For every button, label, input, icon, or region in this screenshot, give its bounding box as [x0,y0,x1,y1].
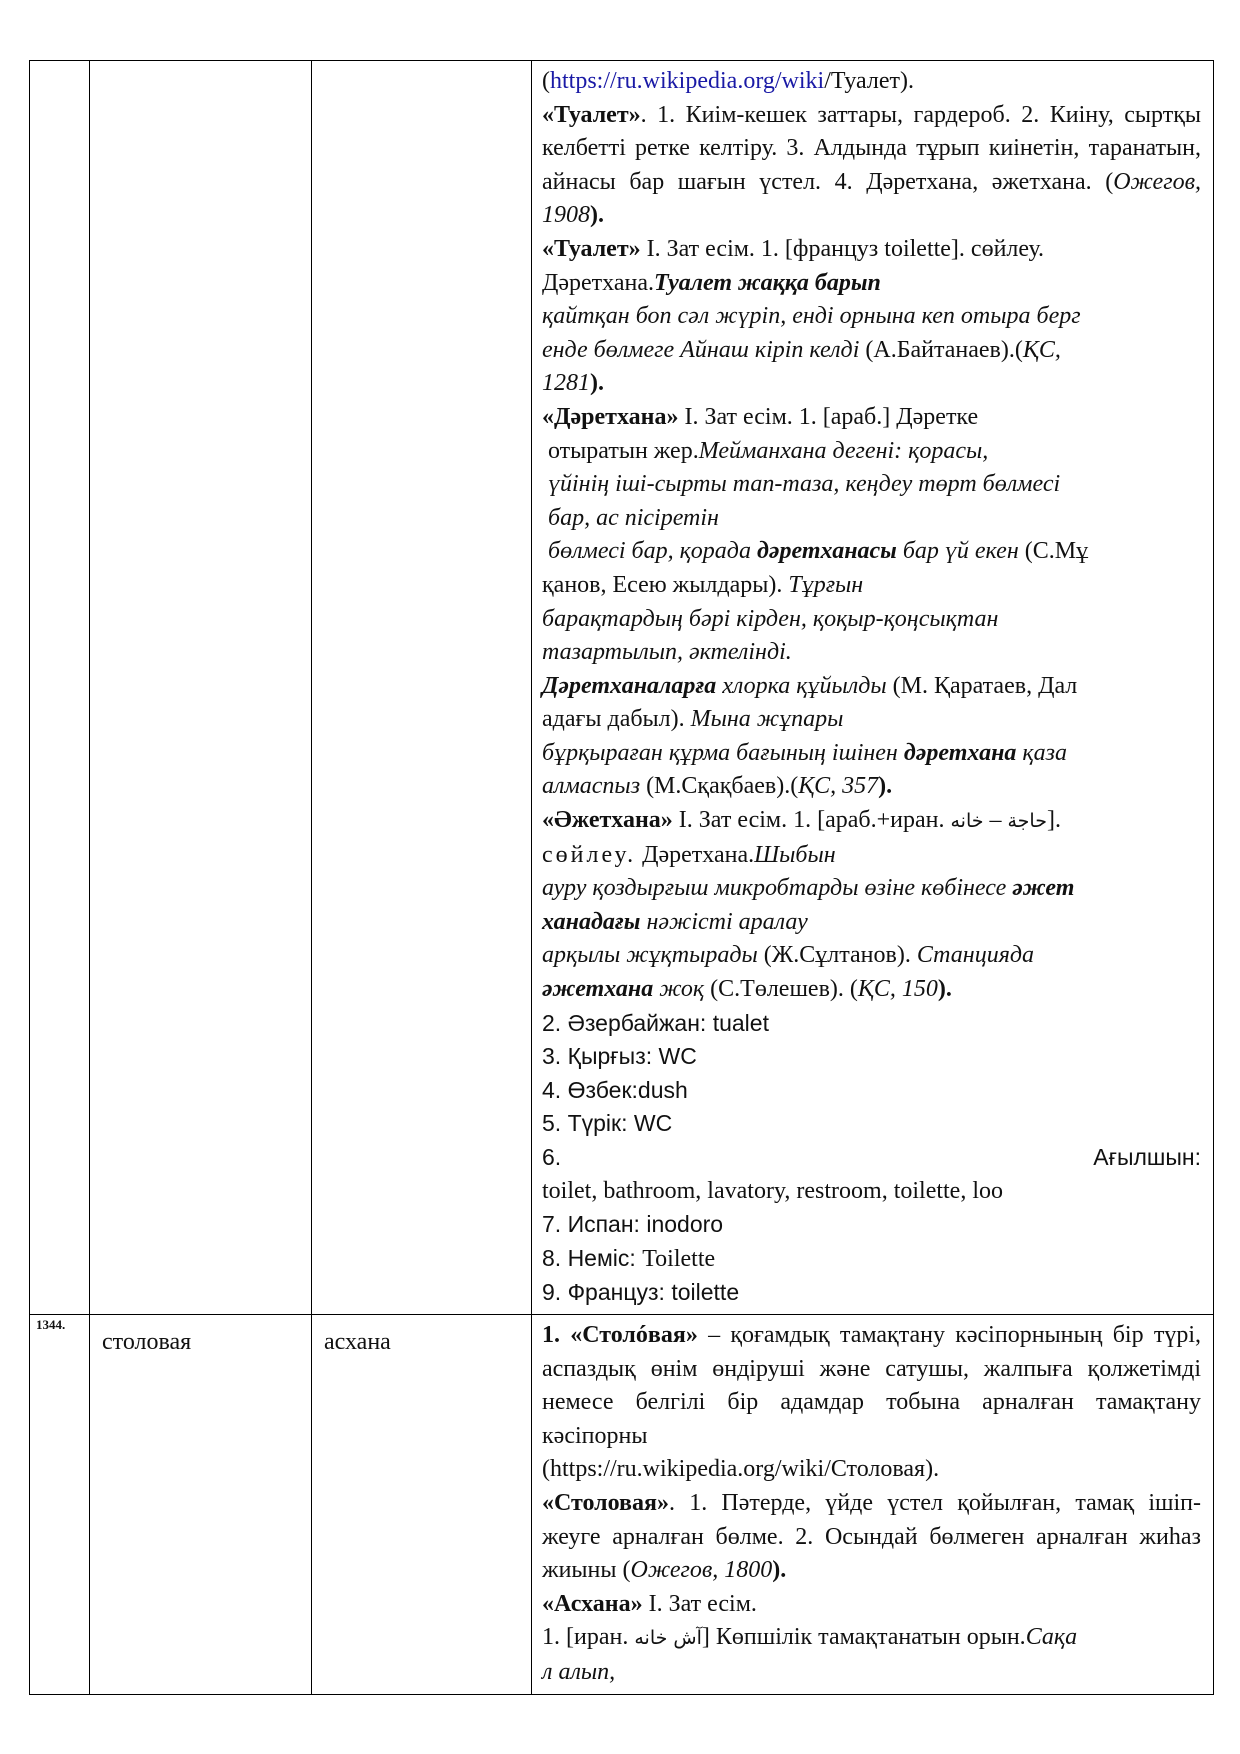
list-item: 7. Испан: inodoro [542,1211,724,1238]
list-item: 2. Әзербайжан: tualet [542,1009,769,1036]
ozhegov-definition: «Туалет». 1. Киім-кешек заттары, гардероб. 2. Киіну, сыртқы келбетті ретке келтіру. 3. Алдында тұрып киінетін, таранатын, айнасы бар шағын үстел. 4. Дәретхана, әжетхана. (Ожегов, 1908). [542,101,1201,229]
list-item: 5. Түрік: WC [542,1110,673,1137]
russian-word-cell [90,61,312,1315]
list-item: 8. Неміс: Toilette [542,1244,716,1272]
entry-number-cell: 1344. [30,1314,90,1694]
kazakh-word-cell [312,61,532,1315]
entry-number-cell [30,61,90,1315]
dictionary-table [29,60,1214,1695]
wiki-definition: 1. «Столóвая» – қоғамдық тамақтану кәсіпорнының бір түрі, аспаздық өнім өндіруші және сатушы, жалпыға қолжетімді немесе белгілі бір адамдар тобына арналған тамақтану кәсіпорны [542,1321,1201,1449]
russian-word-cell: столовая [90,1314,312,1694]
azhetkhana-definition: «Әжетхана» І. Зат есім. 1. [араб.+иран. حاجة – خانه ]. сөйлеу. Дәретхана.Шыбын ауру қоздырғыш микробтарды өзіне көбінесе әжет ханадағы нәжісті аралау арқылы жұқтырады (Ж.Сұлтанов). Станцияда әжетхана жоқ (С.Төлешев). (ҚС, 150). [542,807,1075,1003]
list-item: toilet, bathroom, lavatory, restroom, toilette, loo [542,1177,1004,1204]
definition-cell [532,61,1214,1315]
wikipedia-link[interactable]: (https://ru.wikipedia.org/wiki/Столовая). [542,1456,940,1483]
askhana-definition: «Асхана» І. Зат есім. 1. [иран. آش خانه] Көпшілік тамақтанатын орын.Сақа л алып, [542,1590,1078,1685]
kazakh-word-cell: асхана [312,1314,532,1694]
definition-cell [532,1314,1214,1694]
wikipedia-link[interactable]: https://ru.wikipedia.org/wiki [550,68,825,94]
list-item: 4. Өзбек:dush [542,1076,688,1103]
list-item: 6. Ағылшын: [542,1144,1201,1170]
wiki-source-line: (https://ru.wikipedia.org/wiki/Туалет). [542,68,915,94]
list-item: 3. Қырғыз: WC [542,1043,697,1070]
translations-list [542,1007,1201,1310]
table-row [30,1314,1214,1694]
list-item: 9. Француз: toilette [542,1279,740,1306]
tualet-ks-definition: «Туалет» І. Зат есім. 1. [француз toilette]. сөйлеу. Дәретхана.Туалет жаққа барып қайтқан боп сәл жүріп, енді орнына кеп отыра берг енде бөлмеге Айнаш кіріп келді (А.Байтанаев).(ҚС, 1281). [542,235,1081,397]
table-row [30,61,1214,1315]
ozhegov-definition: «Столовая». 1. Пәтерде, үйде үстел қойылған, тамақ ішіп-жеуге арналған бөлме. 2. Осындай бөлмеген арналған жиһаз жиыны (Ожегов, 1800). [542,1489,1201,1584]
daretkhana-definition: «Дәретхана» І. Зат есім. 1. [араб.] Дәретке отыратын жер.Мейманхана дегені: қорасы, үйінің іші-сырты тап-таза, кеңдеу төрт бөлмесі бар, ас пісіретін бөлмесі бар, қорада дәретханасы бар үй екен (С.Мұ қанов, Есею жылдары). Тұрғын барақтардың бәрі кірден, қоқыр-қоңсықтан тазартылып, әктелінді. Дәретханаларға хлорка құйылды (М. Қаратаев, Дал адағы дабыл). Мына жұпары бұрқыраған құрма бағының ішінен дәретхана қаза алмаспыз (М.Сқақбаев).(ҚС, 357). [542,403,1089,800]
